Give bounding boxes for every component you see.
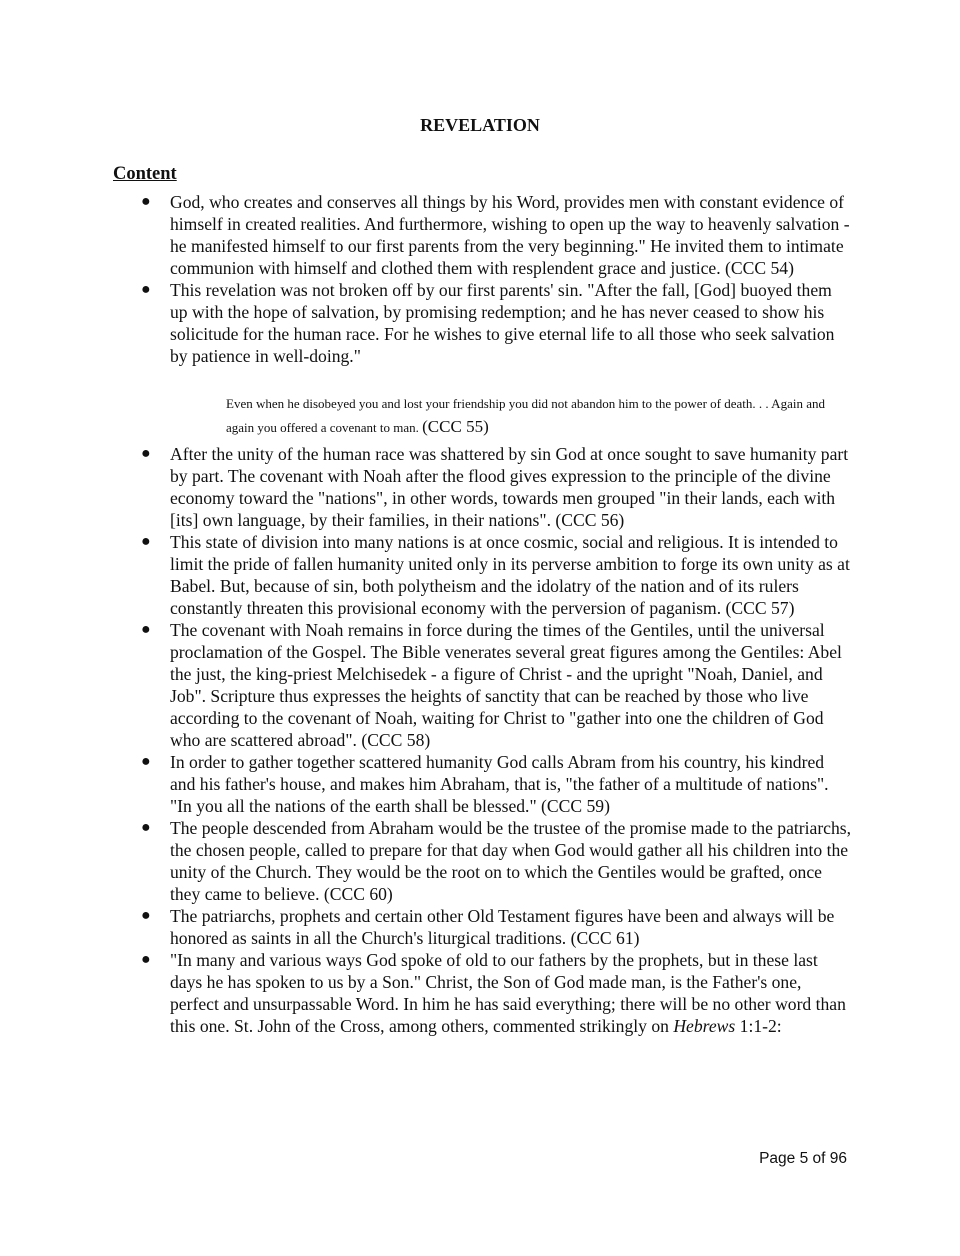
bullet-icon: ● — [141, 951, 151, 968]
quote-citation: (CCC 55) — [422, 417, 489, 436]
page-number: Page 5 of 96 — [759, 1150, 847, 1167]
bullet-text: The people descended from Abraham would be the trustee of the promise made to the patriarchs, the chosen people, called to prepare for that day when God would gather all his children into the unity of the Church. They would be the root on to which the Gentiles would be grafted, once they came to believe. (CCC 60) — [170, 818, 852, 904]
bullet-icon: ● — [141, 753, 151, 770]
bullet-list-first — [113, 191, 853, 367]
bullet-list-second — [113, 443, 853, 1037]
bullet-text: The covenant with Noah remains in force during the times of the Gentiles, until the universal proclamation of the Gospel. The Bible venerates several great figures among the Gentiles: Abel the just, the king-priest Melchisedek - a figure of Christ - and the upright "Noah, Daniel, and Job". Scripture thus expresses the heights of sanctity that can be reached by those who live according to the covenant of Noah, waiting for Christ to "gather into one the children of God who are scattered abroad". (CCC 58) — [170, 620, 842, 750]
bullet-text: This state of division into many nations is at once cosmic, social and religious. It is intended to limit the pride of fallen humanity united only in its perverse ambition to forge its own unity as at Babel. But, because of sin, both polytheism and the idolatry of the nation and of its rulers constantly threaten this provisional economy with the perversion of paganism. (CCC 57) — [170, 532, 850, 618]
list-item — [113, 905, 853, 949]
list-item — [113, 279, 853, 367]
bullet-text: The patriarchs, prophets and certain other Old Testament figures have been and always will be honored as saints in all the Church's liturgical traditions. (CCC 61) — [170, 906, 835, 948]
bullet-text: "In many and various ways God spoke of old to our fathers by the prophets, but in these last days he has spoken to us by a Son." Christ, the Son of God made man, is the Father's one, perfect and unsurpassable Word. In him he has said everything; there will be no other word than this one. St. John of the Cross, among others, commented strikingly on — [170, 950, 846, 1036]
block-quote — [226, 392, 836, 439]
bullet-icon: ● — [141, 533, 151, 550]
page-title: REVELATION — [420, 115, 540, 135]
bullet-icon: ● — [141, 193, 151, 210]
bullet-text: God, who creates and conserves all things by his Word, provides men with constant evidence of himself in created realities. And furthermore, wishing to open up the way to heavenly salvation - he manifested himself to our first parents from the very beginning." He invited them to intimate communion with himself and clothed them with resplendent grace and justice. (CCC 54) — [170, 192, 850, 278]
book-title: Hebrews — [673, 1016, 736, 1036]
bullet-text: This revelation was not broken off by our first parents' sin. "After the fall, [God] buoyed them up with the hope of salvation, by promising redemption; and he has never ceased to show his solicitude for the human race. For he wishes to give eternal life to all those who seek salvation by patience in well-doing." — [170, 280, 835, 366]
list-item — [113, 817, 853, 905]
list-item — [113, 949, 853, 1037]
list-item — [113, 191, 853, 279]
list-item — [113, 443, 853, 531]
section-heading: Content — [113, 164, 177, 184]
bullet-text: In order to gather together scattered humanity God calls Abram from his country, his kindred and his father's house, and makes him Abraham, that is, "the father of a multitude of nations". "In you all the nations of the earth shall be blessed." (CCC 59) — [170, 752, 829, 816]
list-item — [113, 619, 853, 751]
bullet-icon: ● — [141, 819, 151, 836]
bullet-icon: ● — [141, 281, 151, 298]
list-item — [113, 531, 853, 619]
bullet-text: After the unity of the human race was shattered by sin God at once sought to save humanity part by part. The covenant with Noah after the flood gives expression to the principle of the divine economy toward the "nations", in other words, towards men grouped "in their lands, each with [its] own language, by their families, in their nations". (CCC 56) — [170, 444, 849, 530]
quote-text: Even when he disobeyed you and lost your friendship you did not abandon him to the power of death. . . Again and again you offered a covenant to man. — [226, 396, 825, 435]
content-body — [113, 191, 853, 1037]
bullet-icon: ● — [141, 621, 151, 638]
bullet-icon: ● — [141, 445, 151, 462]
bullet-icon: ● — [141, 907, 151, 924]
list-item — [113, 751, 853, 817]
verse-reference: 1:1-2: — [735, 1016, 782, 1036]
